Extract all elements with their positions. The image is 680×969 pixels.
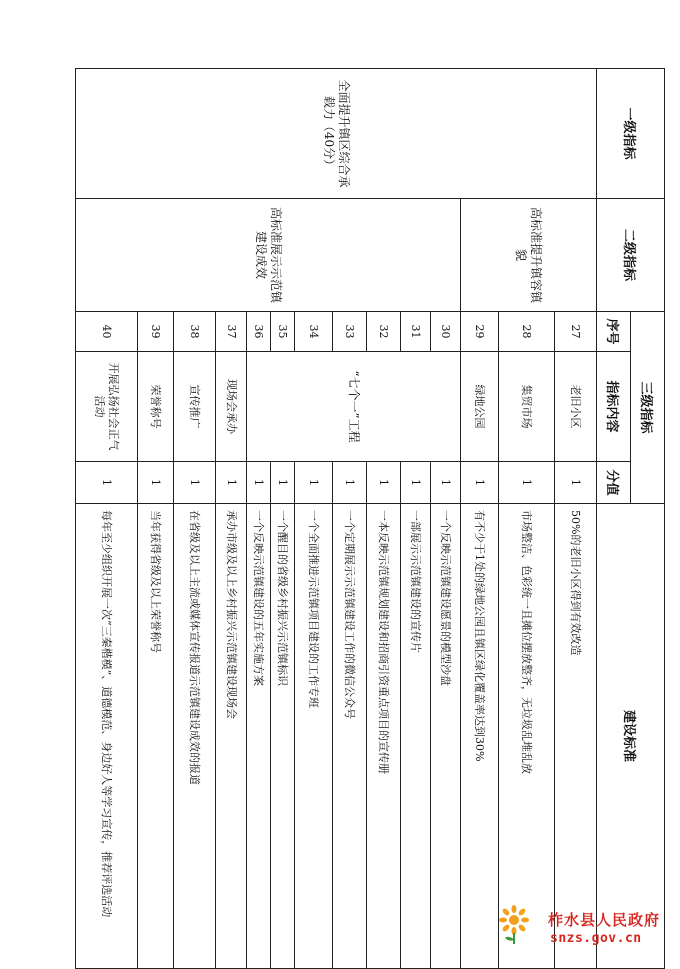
header-score: 分值 bbox=[597, 462, 631, 504]
standard-cell: 一个全面推进示范镇项目建设的工作专班 bbox=[295, 504, 333, 969]
standard-cell: 50%的老旧小区得到有效改造 bbox=[555, 504, 597, 969]
score-cell: 1 bbox=[333, 462, 367, 504]
header-level2: 二级指标 bbox=[597, 199, 665, 312]
standard-cell: 一个醒目的省级乡村振兴示范镇标识 bbox=[271, 504, 295, 969]
rotated-document-page bbox=[50, 68, 665, 968]
content-cell: 宣传推广 bbox=[174, 352, 216, 462]
standard-cell: 有不少于1处的绿地公园且镇区绿化覆盖率达到30% bbox=[461, 504, 499, 969]
seq-cell: 37 bbox=[216, 312, 247, 352]
score-cell: 1 bbox=[76, 462, 138, 504]
seq-cell: 28 bbox=[499, 312, 555, 352]
score-cell: 1 bbox=[138, 462, 174, 504]
standard-cell: 一个定期展示示范镇建设工作的微信公众号 bbox=[333, 504, 367, 969]
seq-cell: 32 bbox=[367, 312, 401, 352]
content-cell: 开展弘扬社会正气活动 bbox=[76, 352, 138, 462]
standard-cell: 在省级及以上主流或媒体宣传报道示范镇建设成效的报道 bbox=[174, 504, 216, 969]
seq-cell: 38 bbox=[174, 312, 216, 352]
table-row bbox=[555, 69, 597, 969]
score-cell: 1 bbox=[247, 462, 271, 504]
score-cell: 1 bbox=[461, 462, 499, 504]
seq-cell: 34 bbox=[295, 312, 333, 352]
score-cell: 1 bbox=[295, 462, 333, 504]
score-cell: 1 bbox=[555, 462, 597, 504]
standard-cell: 承办市级及以上乡村振兴示范镇建设现场会 bbox=[216, 504, 247, 969]
seq-cell: 27 bbox=[555, 312, 597, 352]
level2-cell-townscape: 高标准提升镇容镇貌 bbox=[461, 199, 597, 312]
content-cell: 绿地公园 bbox=[461, 352, 499, 462]
seq-cell: 35 bbox=[271, 312, 295, 352]
header-content: 指标内容 bbox=[597, 352, 631, 462]
level1-cell: 全面提升镇区综合承载力（40分） bbox=[76, 69, 597, 199]
score-cell: 1 bbox=[367, 462, 401, 504]
standard-cell: 当年获得省级及以上荣誉称号 bbox=[138, 504, 174, 969]
score-cell: 1 bbox=[499, 462, 555, 504]
seq-cell: 40 bbox=[76, 312, 138, 352]
header-seq: 序号 bbox=[597, 312, 631, 352]
seq-cell: 31 bbox=[401, 312, 431, 352]
header-level3: 三级指标 bbox=[631, 312, 665, 504]
score-cell: 1 bbox=[271, 462, 295, 504]
seq-cell: 36 bbox=[247, 312, 271, 352]
standard-cell: 市场整洁、色彩统一且摊位摆放整齐，无垃圾乱堆乱放 bbox=[499, 504, 555, 969]
standard-cell: 每年至少组织开展一次“三秦楷模”、道德模范、身边好人等学习宣传，推荐评选活动 bbox=[76, 504, 138, 969]
standard-cell: 一个反映示范镇建设的五年实施方案 bbox=[247, 504, 271, 969]
content-cell: 现场会承办 bbox=[216, 352, 247, 462]
seq-cell: 33 bbox=[333, 312, 367, 352]
sunflower-logo-icon bbox=[497, 905, 531, 945]
level2-cell-showcase: 高标准展示示范镇建设成效 bbox=[76, 199, 461, 312]
content-cell: 老旧小区 bbox=[555, 352, 597, 462]
score-cell: 1 bbox=[401, 462, 431, 504]
standard-cell: 一本反映示范镇规划建设和招商引资重点项目的宣传册 bbox=[367, 504, 401, 969]
seq-cell: 39 bbox=[138, 312, 174, 352]
standard-cell: 一部展示示范镇建设的宣传片 bbox=[401, 504, 431, 969]
standard-cell: 一个反映示范镇建设愿景的模型沙盘 bbox=[431, 504, 461, 969]
site-url: snzs.gov.cn bbox=[550, 931, 642, 946]
content-cell-seven-projects: “七个一”工程 bbox=[247, 352, 461, 462]
header-level1: 一级指标 bbox=[597, 69, 665, 199]
score-cell: 1 bbox=[174, 462, 216, 504]
site-name: 柞水县人民政府 bbox=[548, 911, 661, 929]
content-cell: 荣誉称号 bbox=[138, 352, 174, 462]
table-row bbox=[431, 69, 461, 969]
content-cell: 集贸市场 bbox=[499, 352, 555, 462]
indicator-table bbox=[75, 68, 665, 969]
header-standard: 建设标准 bbox=[597, 504, 665, 969]
score-cell: 1 bbox=[431, 462, 461, 504]
seq-cell: 30 bbox=[431, 312, 461, 352]
seq-cell: 29 bbox=[461, 312, 499, 352]
score-cell: 1 bbox=[216, 462, 247, 504]
